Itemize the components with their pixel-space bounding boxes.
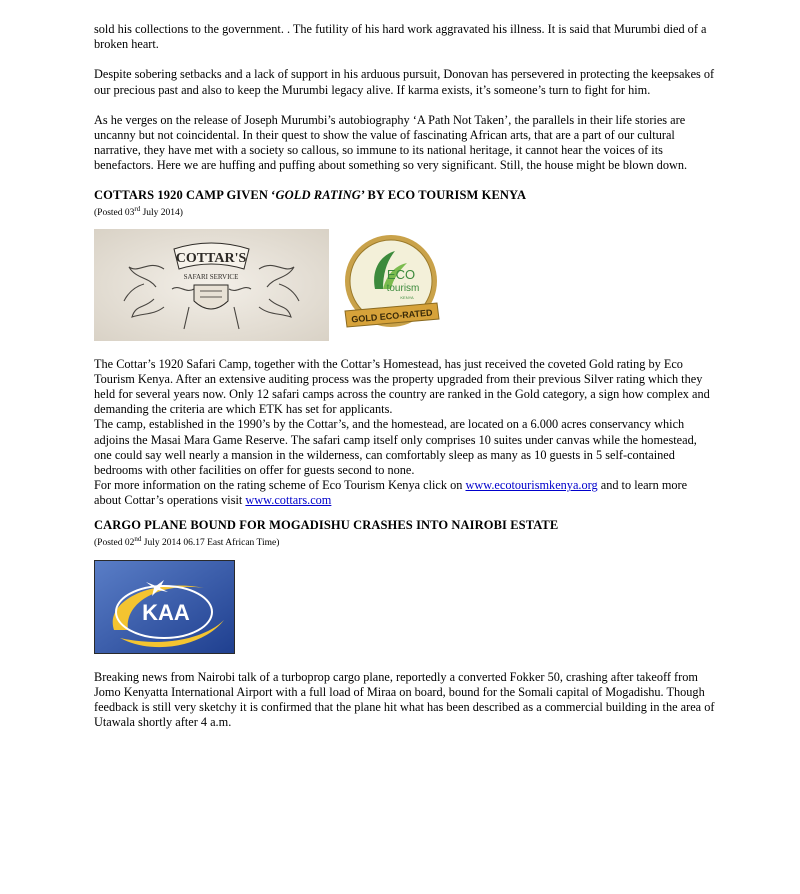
paragraph-cottars-gold-rating: The Cottar’s 1920 Safari Camp, together with the Cottar’s Homestead, has just received the coveted Gold rating by Eco Tourism Kenya. After an extensive auditing process was the property upgraded from their previous Silver rating which they held for several years now. Only 12 safari camps across the country are ranked in the Gold category, a sign how complex and demanding the criteria are which ETK has set for applicants. [94,356,710,417]
cottars-logo-subtitle: SAFARI SERVICE [183,272,239,281]
posted-prefix: (Posted 03 [94,207,135,218]
eco-logo-word: ECO [386,266,416,282]
more-info-text-b: and to learn more about Cottar’s operations visit [94,478,688,508]
posted-date-cargo-plane [94,533,716,549]
posted-prefix: (Posted 02 [94,537,135,548]
paragraph-autobiography: As he verges on the release of Joseph Murumbi’s autobiography ‘A Path Not Taken’, the parallels in their life stories are uncanny but not coincidental. In their quest to show the value of fascinating African arts, that are a part of our cultural narrative, they have met with a society so callous, so immune to its national heritage, it cannot hear the voices of its benefactors. Here we are huffing and puffing about something so very significant. Still, the house might be blown down. [94,112,688,173]
document-page [94,22,716,730]
paragraph-donovan: Despite sobering setbacks and a lack of support in his arduous pursuit, Donovan has persevered in protecting the keepsakes of our precious past and also to keep the Murumbi legacy alive. If karma exists, it’s someone’s turn to fight for him. [94,67,715,97]
paragraph-cottars-camp-details: The camp, established in the 1990’s by the Cottar’s, and the homestead, are located on a 6.000 acres conservancy which adjoins the Masai Mara Game Reserve. The safari camp itself only comprises 10 suites under canvas while the homestead, one could say well nearly a mansion in the wilderness, can comfortably sleep as many as 10 guests in 5 self-contained bedrooms with other facilities on offer for guests second to none. [94,417,697,478]
posted-ordinal: nd [134,534,142,543]
title-part-b: ’ BY ECO TOURISM KENYA [360,187,527,202]
tourism-logo-word: tourism [386,282,420,294]
more-info-text-a: For more information on the rating scheme of Eco Tourism Kenya click on [94,478,466,493]
ecotourismkenya-link[interactable]: www.ecotourismkenya.org [465,478,598,493]
cottars-link[interactable]: www.cottars.com [245,493,332,508]
title-emphasis: GOLD RATING [275,187,361,202]
eco-tourism-gold-badge-image [337,229,445,339]
kenya-logo-word: KENYA [400,294,414,300]
paragraph-murumbi-illness: sold his collections to the government. . The futility of his hard work aggravated his illness. It is said that Murumbi died of a broken heart. [94,22,707,52]
title-part-a: COTTARS 1920 CAMP GIVEN ‘ [94,187,276,202]
paragraph-cottars-more-info [94,478,716,508]
paragraph-cargo-plane-crash: Breaking news from Nairobi talk of a turboprop cargo plane, reportedly a converted Fokker 50, crashing after takeoff from Jomo Kenyatta International Airport with a full load of Miraa on board, bound for the Somali capital of Mogadishu. Though feedback is still very sketchy it is confirmed that the plane hit what has been described as a commercial building in the area of Utawala shortly after 4 a.m. [94,669,715,730]
posted-suffix: July 2014 06.17 East African Time) [141,537,280,548]
article-title-cargo-plane: CARGO PLANE BOUND FOR MOGADISHU CRASHES INTO NAIROBI ESTATE [94,517,559,532]
cottars-logo-title: COTTAR'S [175,250,247,266]
posted-ordinal: rd [134,204,141,213]
kaa-logo-image [94,560,235,654]
article-title-cottars [94,188,716,203]
kaa-logo-text: KAA [142,599,190,625]
gold-eco-rated-ribbon-text: GOLD ECO-RATED [350,307,433,325]
posted-suffix: July 2014) [140,207,183,218]
cottars-safari-logo-image [94,229,329,341]
posted-date-cottars [94,203,716,219]
